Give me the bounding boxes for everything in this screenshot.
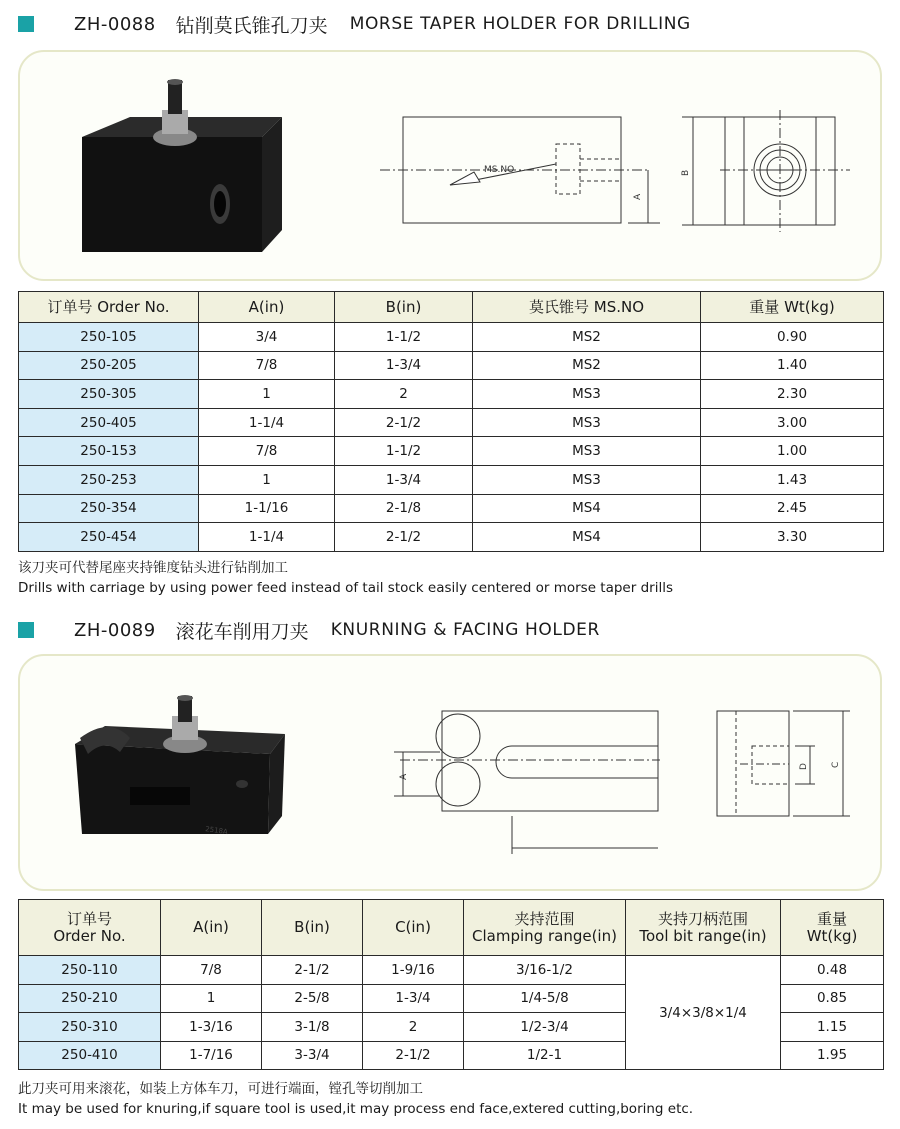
product-title-en: KNURNING & FACING HOLDER — [330, 620, 600, 640]
cell-c: 1-3/4 — [363, 984, 464, 1013]
holder-photo-icon — [82, 79, 282, 252]
cell-ms-no: MS4 — [473, 523, 701, 552]
dim-d-label: D — [799, 763, 809, 770]
cell-ms-no: MS4 — [473, 494, 701, 523]
cell-ms-no: MS3 — [473, 437, 701, 466]
table-row — [19, 956, 884, 985]
cell-clamping-range: 1/2-3/4 — [464, 1013, 626, 1042]
cell-a: 3/4 — [199, 323, 335, 352]
table-row — [19, 465, 884, 494]
col-header-a: A(in) — [161, 900, 262, 956]
cell-a: 7/8 — [199, 437, 335, 466]
header-line-en: Tool bit range(in) — [639, 926, 767, 945]
ms-no-label: MS.NO — [484, 165, 515, 175]
cell-order-no: 250-410 — [19, 1041, 161, 1070]
svg-text:2518A: 2518A — [204, 825, 229, 837]
col-header-b: B(in) — [262, 900, 363, 956]
cell-order-no: 250-305 — [19, 380, 199, 409]
header-line-cn: 夹持范围 — [514, 909, 575, 928]
cell-b: 2-1/2 — [262, 956, 363, 985]
table-row — [19, 408, 884, 437]
cell-ms-no: MS3 — [473, 408, 701, 437]
cell-c: 2-1/2 — [363, 1041, 464, 1070]
col-header-order-no: 订单号 Order No. — [19, 292, 199, 323]
cell-b: 1-1/2 — [335, 323, 473, 352]
cell-weight: 1.40 — [701, 351, 884, 380]
cell-order-no: 250-310 — [19, 1013, 161, 1042]
spec-table-zh0089 — [18, 899, 884, 1070]
note-cn-zh0088: 该刀夹可代替尾座夹持锥度钻头进行钻削加工 — [18, 560, 288, 576]
header-line-cn: 夹持刀柄范围 — [657, 909, 748, 928]
cell-b: 2-1/8 — [335, 494, 473, 523]
cell-clamping-range: 1/4-5/8 — [464, 984, 626, 1013]
cell-weight: 0.90 — [701, 323, 884, 352]
cell-b: 1-1/2 — [335, 437, 473, 466]
image-panel-zh0088 — [18, 50, 882, 281]
cell-b: 1-3/4 — [335, 465, 473, 494]
cell-a: 1-1/16 — [199, 494, 335, 523]
cell-b: 1-3/4 — [335, 351, 473, 380]
cell-weight: 3.00 — [701, 408, 884, 437]
cell-b: 2-1/2 — [335, 523, 473, 552]
dim-a-label: A — [633, 193, 643, 200]
cell-weight: 2.30 — [701, 380, 884, 409]
accent-square-icon — [18, 16, 34, 32]
cell-order-no: 250-210 — [19, 984, 161, 1013]
product-title-cn: 钻削莫氏锥孔刀夹 — [175, 14, 328, 37]
note-en-zh0088: Drills with carriage by using power feed instead of tail stock easily centered or morse taper drills — [18, 580, 673, 596]
col-header-a: A(in) — [199, 292, 335, 323]
cell-weight: 1.00 — [701, 437, 884, 466]
cell-c: 1-9/16 — [363, 956, 464, 985]
table-header-row — [19, 292, 884, 323]
cell-a: 1 — [161, 984, 262, 1013]
cell-tool-bit-range: 3/4×3/8×1/4 — [626, 956, 781, 1070]
header-line-cn: 订单号 — [66, 909, 112, 928]
drawing-zh0089 — [20, 656, 884, 893]
cell-a: 1 — [199, 465, 335, 494]
cell-a: 1 — [199, 380, 335, 409]
cell-c: 2 — [363, 1013, 464, 1042]
front-view-drawing — [682, 110, 850, 232]
cell-ms-no: MS3 — [473, 465, 701, 494]
cell-b: 2-5/8 — [262, 984, 363, 1013]
cell-weight: 0.85 — [781, 984, 884, 1013]
dim-b-label: B — [681, 169, 691, 176]
cell-a: 7/8 — [199, 351, 335, 380]
table-row — [19, 351, 884, 380]
drawing-zh0088 — [20, 52, 884, 283]
cell-a: 1-7/16 — [161, 1041, 262, 1070]
table-header-row — [19, 900, 884, 956]
cell-a: 1-3/16 — [161, 1013, 262, 1042]
dim-c-label: C — [831, 761, 841, 768]
table-row — [19, 523, 884, 552]
cell-order-no: 250-205 — [19, 351, 199, 380]
product-title-en: MORSE TAPER HOLDER FOR DRILLING — [349, 14, 691, 34]
cell-b: 3-3/4 — [262, 1041, 363, 1070]
table-row — [19, 323, 884, 352]
product-title-cn: 滚花车削用刀夹 — [175, 620, 309, 643]
cell-ms-no: MS3 — [473, 380, 701, 409]
cell-weight: 0.48 — [781, 956, 884, 985]
col-header-clamping-range — [464, 900, 626, 956]
cell-a: 1-1/4 — [199, 523, 335, 552]
cell-ms-no: MS2 — [473, 323, 701, 352]
cell-clamping-range: 3/16-1/2 — [464, 956, 626, 985]
header-line-en: Order No. — [53, 926, 126, 945]
cell-ms-no: MS2 — [473, 351, 701, 380]
cell-b: 2 — [335, 380, 473, 409]
cell-order-no: 250-105 — [19, 323, 199, 352]
spec-table-zh0088 — [18, 291, 884, 552]
dim-a-label: A — [399, 773, 409, 780]
cell-weight: 1.15 — [781, 1013, 884, 1042]
product-code: ZH-0089 — [74, 619, 156, 641]
cell-weight: 3.30 — [701, 523, 884, 552]
cell-order-no: 250-253 — [19, 465, 199, 494]
col-header-tool-bit-range — [626, 900, 781, 956]
knurl-side-view-drawing — [394, 711, 660, 854]
note-en-zh0089: It may be used for knuring,if square tool is used,it may process end face,extered cutting,boring etc. — [18, 1101, 694, 1117]
table-row — [19, 380, 884, 409]
col-header-b: B(in) — [335, 292, 473, 323]
section-header-zh0089 — [18, 617, 600, 643]
cell-b: 3-1/8 — [262, 1013, 363, 1042]
section-header-zh0088 — [18, 11, 691, 37]
image-panel-zh0089 — [18, 654, 882, 891]
cell-clamping-range: 1/2-1 — [464, 1041, 626, 1070]
cell-weight: 1.95 — [781, 1041, 884, 1070]
header-line-en: Wt(kg) — [806, 926, 858, 945]
note-cn-zh0089: 此刀夹可用来滚花，如装上方体车刀，可进行端面，镗孔等切削加工 — [18, 1081, 423, 1097]
accent-square-icon — [18, 622, 34, 638]
holder-photo-icon — [75, 695, 285, 836]
cell-order-no: 250-354 — [19, 494, 199, 523]
col-header-ms-no: 莫氏锥号 MS.NO — [473, 292, 701, 323]
cell-a: 1-1/4 — [199, 408, 335, 437]
cell-a: 7/8 — [161, 956, 262, 985]
col-header-weight — [781, 900, 884, 956]
col-header-order-no — [19, 900, 161, 956]
side-view-drawing — [380, 117, 660, 223]
cell-weight: 1.43 — [701, 465, 884, 494]
col-header-c: C(in) — [363, 900, 464, 956]
header-line-cn: 重量 — [816, 909, 847, 928]
cell-order-no: 250-454 — [19, 523, 199, 552]
cell-b: 2-1/2 — [335, 408, 473, 437]
cell-order-no: 250-110 — [19, 956, 161, 985]
header-line-en: Clamping range(in) — [472, 926, 617, 945]
table-row — [19, 437, 884, 466]
cell-order-no: 250-405 — [19, 408, 199, 437]
col-header-weight: 重量 Wt(kg) — [701, 292, 884, 323]
cell-weight: 2.45 — [701, 494, 884, 523]
cell-order-no: 250-153 — [19, 437, 199, 466]
table-row — [19, 494, 884, 523]
product-code: ZH-0088 — [74, 13, 156, 35]
